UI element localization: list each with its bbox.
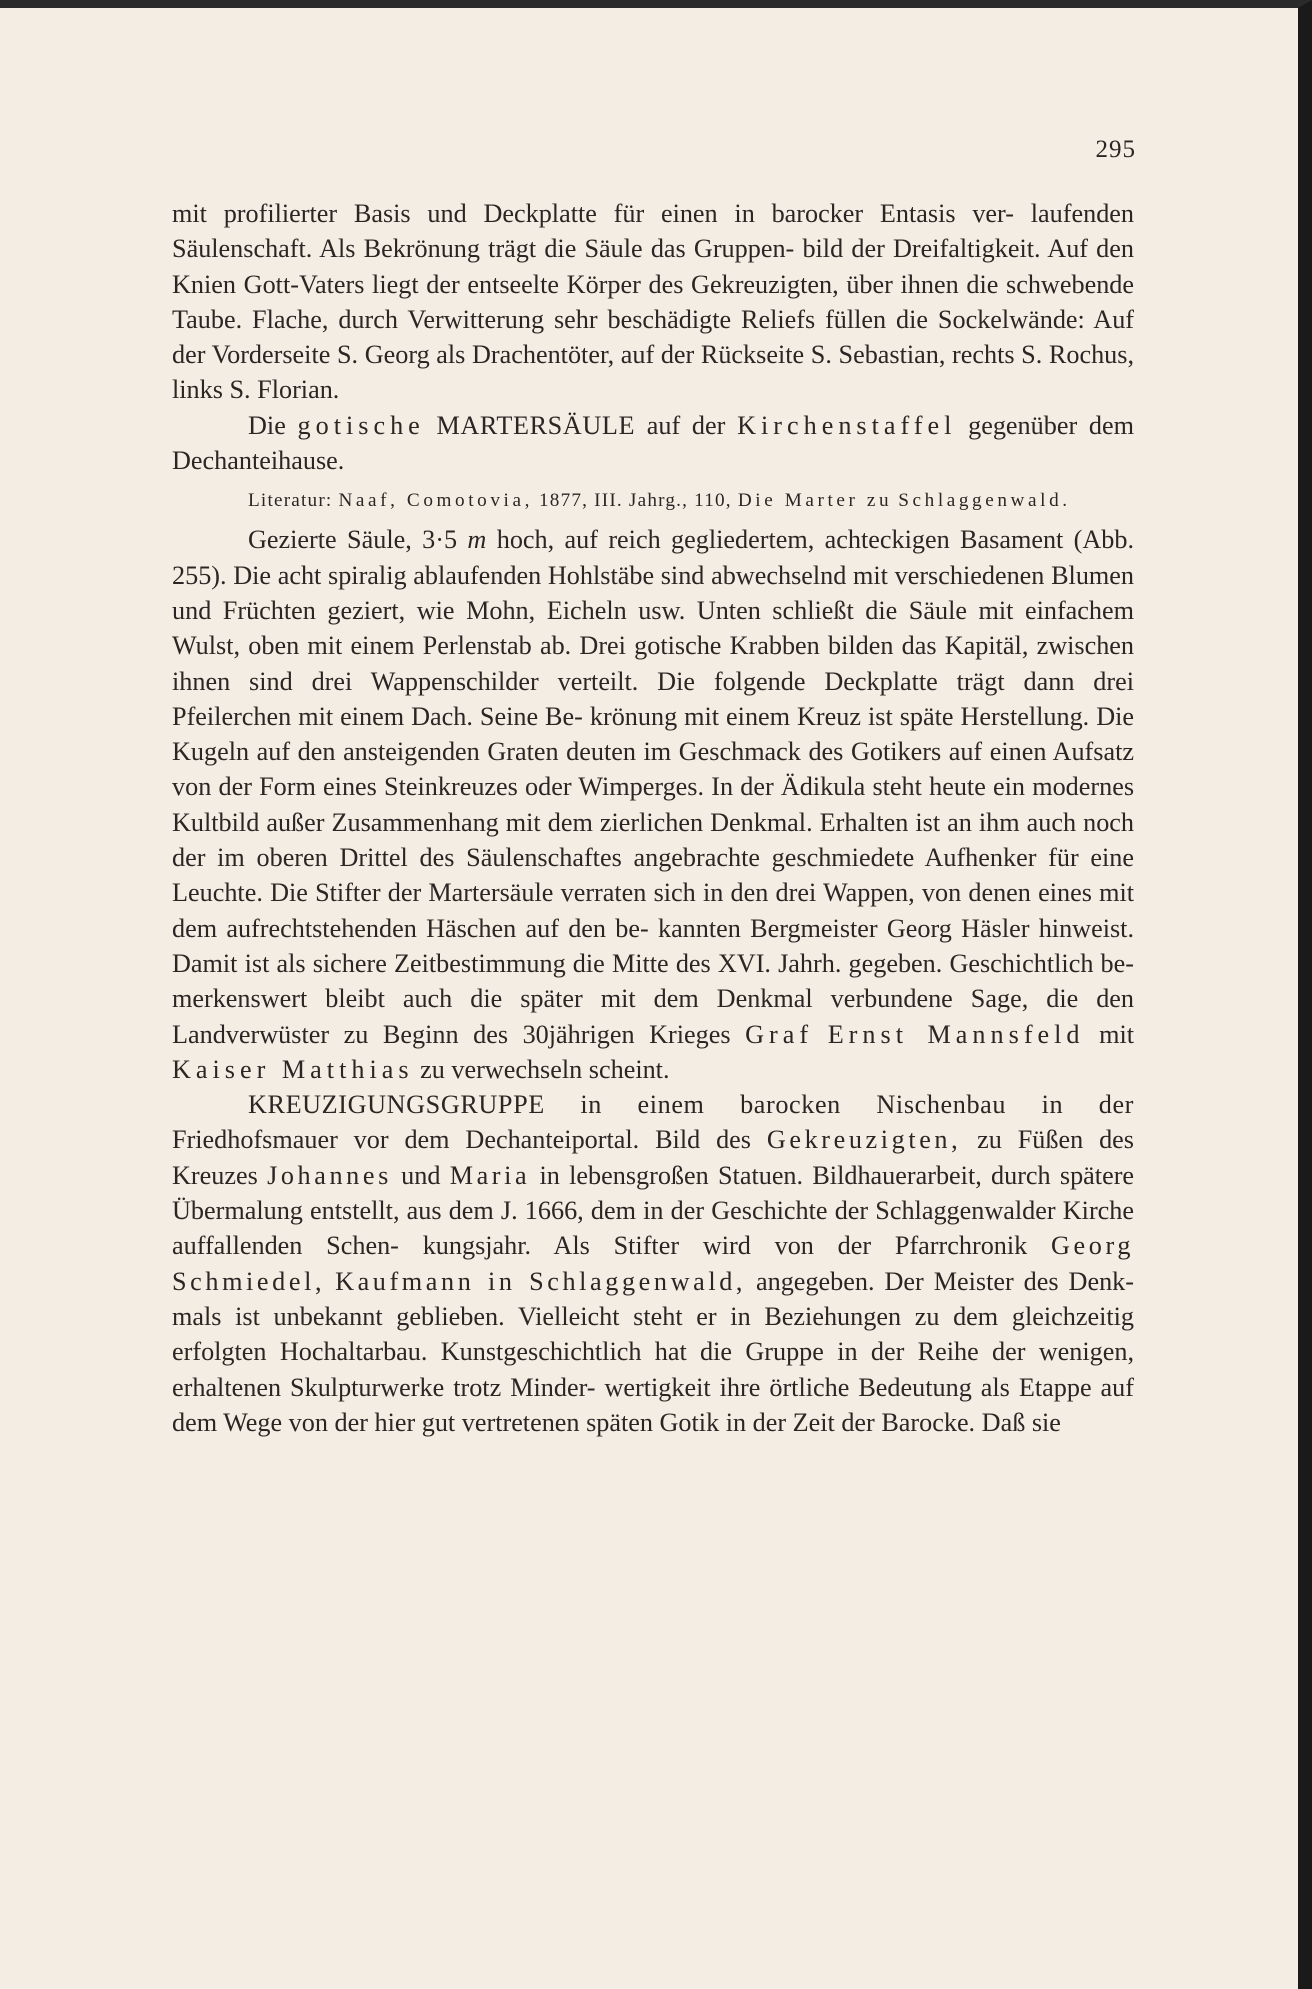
text-line: dem in der Geschichte der Schlaggenwalder Kirche auffallenden Schen- <box>172 1196 1135 1261</box>
text-line: krönung mit einem Kreuz ist späte Herstellung. Die Kugeln auf den <box>172 701 1135 767</box>
text-line: dem zierlichen Denkmal. Erhalten ist an ihm auch noch der im oberen <box>172 807 1135 873</box>
text-line: Friedhofsmauer vor dem Dechanteiportal. Bild des <box>172 1125 751 1155</box>
text-line: Sage, die den Landverwüster zu Beginn des 30jährigen Krieges <box>172 984 1135 1049</box>
text-line: laufenden Säulenschaft. Als Bekrönung trägt die Säule das Gruppen- <box>172 199 1135 264</box>
text-line: bild der Dreifaltigkeit. Auf den Knien Gott-Vaters liegt der entseelte <box>172 234 1134 299</box>
spaced-text: Graf <box>745 1019 814 1049</box>
spaced-text: Kaiser Matthias <box>172 1054 414 1084</box>
literature-volume: 1877, III. Jahrg., 110, <box>539 490 732 512</box>
spaced-text: Kirchenstaffel <box>737 410 957 440</box>
paragraph-martersaeule-description <box>172 522 1134 1087</box>
text-line: mit profilierter Basis und Deckplatte für einen in barocker Entasis ver- <box>172 199 1014 228</box>
text-span: mit <box>1099 1019 1135 1049</box>
text-line: merkenswert bleibt auch die später mit dem Denkmal verbundene <box>172 984 953 1014</box>
text-line: Mohn, Eicheln usw. Unten schließt die Säule mit einfachem Wulst, <box>172 595 1135 661</box>
text-line: hier gut vertretenen späten Gotik in der Zeit der Barocke. Daß sie <box>374 1407 1061 1437</box>
text-line: abwechselnd mit verschiedenen Blumen und Früchten geziert, wie <box>172 560 1134 625</box>
section-title: MARTERSÄULE <box>436 410 636 440</box>
text-span: und <box>401 1160 441 1190</box>
text-span: Die <box>248 410 286 440</box>
paragraph-column-description <box>172 196 1134 408</box>
text-line: gleichzeitig erfolgten Hochaltarbau. Kunstgeschichtlich hat die Gruppe <box>172 1301 1134 1367</box>
text-line: angegeben. Der Meister des Denk- <box>756 1266 1134 1296</box>
page-number: 295 <box>1095 136 1136 163</box>
text-line: Bildhauerarbeit, durch spätere Übermalung entstellt, aus dem J. 1666, <box>172 1160 1135 1226</box>
text-line: durch Verwitterung sehr beschädigte Reliefs füllen die Sockelwände: <box>338 304 1085 334</box>
text-line: kungsjahr. Als Stifter wird von der Pfarrchronik <box>422 1231 1028 1261</box>
text-line: Aufsatz von der Form eines Steinkreuzes oder Wimperges. In der <box>172 737 1134 802</box>
spaced-text: Ernst Mannsfeld <box>827 1019 1085 1049</box>
text-line: von denen eines mit dem aufrechtstehenden Häschen auf den be- <box>172 878 1134 943</box>
body-text <box>172 196 1134 1440</box>
spaced-text: Gekreuzigten, <box>766 1125 962 1155</box>
literature-label: Literatur: <box>248 490 333 512</box>
text-line: Deckplatte trägt dann drei Pfeilerchen mit einem Dach. Seine Be- <box>172 666 1134 731</box>
text-line: scheint. <box>588 1054 670 1084</box>
text-line: Zeitbestimmung die Mitte des XVI. Jahrh. gegeben. Geschichtlich be- <box>394 948 1134 978</box>
text-line: Ädikula steht heute ein modernes Kultbild außer Zusammenhang mit <box>172 772 1135 837</box>
text-line: wertigkeit ihre örtliche Bedeutung als Etappe auf dem Wege von der <box>172 1372 1134 1437</box>
text-line: Kapitäl, zwischen ihnen sind drei Wappenschilder verteilt. Die folgende <box>172 631 1135 696</box>
spaced-text: Maria <box>449 1160 531 1190</box>
spaced-text: Kaufmann in Schlaggenwald, <box>335 1266 747 1296</box>
literature-title: Schlaggenwald. <box>898 490 1071 512</box>
text-line: kannten Bergmeister Georg Häsler hinweist. Damit ist als sichere <box>172 913 1135 978</box>
text-span: auf der <box>646 410 726 440</box>
text-line: KREUZIGUNGSGRUPPE in einem barocken Nischenbau in der <box>248 1090 1134 1120</box>
text-line: oben mit einem Perlenstab ab. Drei gotische Krabben bilden das <box>248 631 937 661</box>
text-line: zu Füßen des Kreuzes <box>172 1125 1134 1190</box>
paragraph-martersaeule-heading <box>172 408 1134 479</box>
text-line: ansteigenden Graten deuten im Geschmack des Gotikers auf einen <box>343 737 1047 767</box>
text-line: S. Sebastian, rechts S. Rochus, links S. Florian. <box>172 340 1135 405</box>
text-line: Drittel des Säulenschaftes angebrachte geschmiedete Aufhenker für eine <box>339 843 1134 873</box>
text-span: zu verwechseln <box>420 1054 583 1084</box>
text-line: Auf der Vorderseite S. Georg als Drachentöter, auf der Rückseite <box>172 304 1135 370</box>
literature-title: Die Marter zu <box>737 490 893 512</box>
text-line: in der Reihe der wenigen, erhaltenen Skulpturwerke trotz Minder- <box>172 1337 1135 1402</box>
text-line: mals ist unbekannt geblieben. Vielleicht steht er in Beziehungen zu dem <box>172 1301 999 1331</box>
text-line: Leuchte. Die Stifter der Martersäule verraten sich in den drei Wappen, <box>172 878 915 908</box>
spaced-text: Johannes <box>267 1160 392 1190</box>
literature-author: Naaf, Comotovia, <box>338 490 533 512</box>
literature-reference <box>172 478 1134 522</box>
text-line: hoch, auf reich gegliedertem, achteckigen <box>496 525 950 555</box>
unit-text: m <box>467 525 487 555</box>
text-line: in lebensgroßen Statuen. <box>539 1160 804 1190</box>
spaced-text: Georg Schmiedel, <box>172 1231 1135 1296</box>
text-span: gegenüber dem Dechanteihause. <box>172 410 1134 476</box>
text-line: Gezierte Säule, 3·5 <box>248 525 458 555</box>
paragraph-kreuzigungsgruppe <box>172 1087 1134 1440</box>
text-line: Körper des Gekreuzigten, über ihnen die schwebende Taube. Flache, <box>172 269 1134 334</box>
spaced-text: gotische <box>297 410 425 440</box>
text-line: Basament (Abb. 255). Die acht spiralig ablaufenden Hohlstäbe sind <box>172 525 1135 590</box>
